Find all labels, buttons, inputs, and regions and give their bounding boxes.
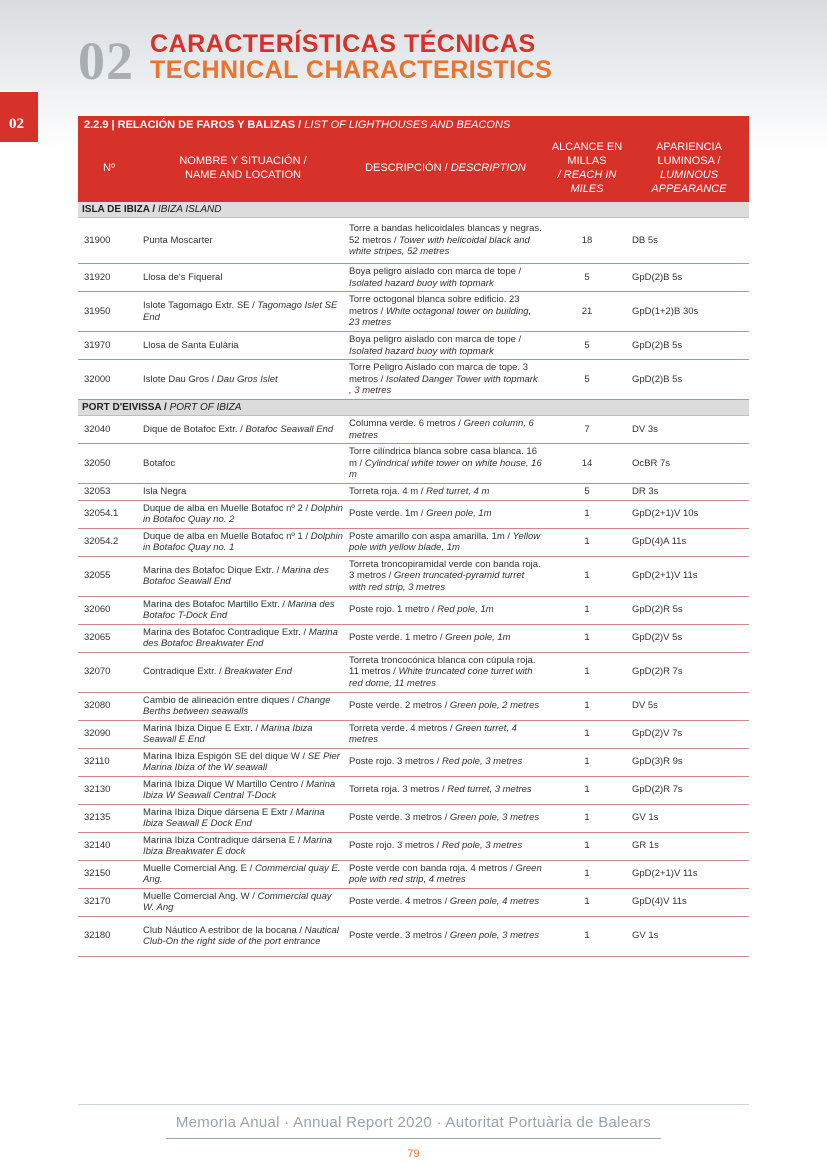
cell-appearance: GpD(2)B 5s [629, 360, 749, 400]
table-row [78, 624, 749, 652]
table-row [78, 888, 749, 916]
cell-description: Poste verde. 1 metro / Green pole, 1m [346, 624, 545, 652]
cell-description: Boya peligro aislado con marca de tope / Isolated hazard buoy with topmark [346, 332, 545, 360]
lighthouse-table [78, 134, 749, 957]
cell-description: Torreta roja. 3 metros / Red turret, 3 metres [346, 776, 545, 804]
cell-description: Torre octogonal blanca sobre edificio. 23 metros / White octagonal tower on building, 23 metres [346, 292, 545, 332]
table-caption [78, 116, 749, 134]
cell-reach: 1 [545, 652, 629, 692]
page-title-es: CARACTERÍSTICAS TÉCNICAS [150, 30, 536, 58]
cell-number: 32055 [78, 556, 140, 596]
cell-number: 32170 [78, 888, 140, 916]
cell-description: Torreta verde. 4 metros / Green turret, 4 metres [346, 720, 545, 748]
cell-appearance: GpD(2)B 5s [629, 264, 749, 292]
header-description: DESCRIPCIÓN / DESCRIPTION [346, 134, 545, 202]
table-row [78, 804, 749, 832]
cell-number: 32080 [78, 692, 140, 720]
cell-description: Poste rojo. 3 metros / Red pole, 3 metres [346, 748, 545, 776]
cell-description: Poste verde. 3 metros / Green pole, 3 metres [346, 916, 545, 956]
cell-number: 31970 [78, 332, 140, 360]
cell-name: Muelle Comercial Ang. W / Commercial quay W. Ang [140, 888, 346, 916]
cell-reach: 1 [545, 748, 629, 776]
cell-name: Club Náutico A estribor de la bocana / Nautical Club-On the right side of the port entrance [140, 916, 346, 956]
cell-name: Muelle Comercial Ang. E / Commercial quay E. Ang. [140, 860, 346, 888]
cell-name: Duque de alba en Muelle Botafoc nº 2 / Dolphin in Botafoc Quay no. 2 [140, 500, 346, 528]
cell-appearance: GV 1s [629, 916, 749, 956]
table-row [78, 360, 749, 400]
table-row [78, 332, 749, 360]
chapter-tab-label: 02 [9, 116, 24, 132]
cell-number: 32000 [78, 360, 140, 400]
cell-description: Torre a bandas helicoidales blancas y negras. 52 metros / Tower with helicoidal black and white stripes, 52 metres [346, 218, 545, 264]
cell-description: Poste amarillo con aspa amarilla. 1m / Yellow pole with yellow blade, 1m [346, 528, 545, 556]
cell-number: 32180 [78, 916, 140, 956]
table-caption-en: LIST OF LIGHTHOUSES AND BEACONS [304, 119, 511, 131]
table-row [78, 832, 749, 860]
table-row [78, 500, 749, 528]
cell-appearance: GpD(2)B 5s [629, 332, 749, 360]
cell-number: 32060 [78, 596, 140, 624]
cell-name: Islote Tagomago Extr. SE / Tagomago Islet SE End [140, 292, 346, 332]
cell-reach: 1 [545, 500, 629, 528]
cell-description: Poste rojo. 1 metro / Red pole, 1m [346, 596, 545, 624]
cell-number: 32135 [78, 804, 140, 832]
cell-reach: 21 [545, 292, 629, 332]
cell-appearance: GpD(2)R 5s [629, 596, 749, 624]
chapter-tab [0, 92, 38, 142]
header-num: Nº [78, 134, 140, 202]
cell-name: Llosa de's Fiqueral [140, 264, 346, 292]
table-row [78, 444, 749, 484]
cell-description: Poste verde. 4 metros / Green pole, 4 metres [346, 888, 545, 916]
table-header-row [78, 134, 749, 202]
cell-description: Boya peligro aislado con marca de tope / Isolated hazard buoy with topmark [346, 264, 545, 292]
table-row [78, 748, 749, 776]
footer-text: Memoria Anual · Annual Report 2020 · Autoritat Portuària de Balears [175, 1114, 652, 1131]
table-row [78, 652, 749, 692]
cell-reach: 1 [545, 804, 629, 832]
table-row [78, 916, 749, 956]
cell-appearance: GV 1s [629, 804, 749, 832]
cell-appearance: GpD(4)A 11s [629, 528, 749, 556]
section-row [78, 400, 749, 416]
table-row [78, 596, 749, 624]
cell-description: Poste verde. 3 metros / Green pole, 3 metres [346, 804, 545, 832]
cell-name: Marina Ibiza Dique E Extr. / Marina Ibiza Seawall E End [140, 720, 346, 748]
cell-name: Isla Negra [140, 484, 346, 501]
table-row [78, 692, 749, 720]
cell-appearance: GpD(2)R 7s [629, 776, 749, 804]
table-row [78, 528, 749, 556]
cell-appearance: GR 1s [629, 832, 749, 860]
cell-number: 32054.1 [78, 500, 140, 528]
table-row [78, 264, 749, 292]
cell-number: 32150 [78, 860, 140, 888]
table-row [78, 416, 749, 444]
cell-number: 31950 [78, 292, 140, 332]
cell-reach: 1 [545, 916, 629, 956]
cell-description: Torreta troncocónica blanca con cúpula roja. 11 metros / White truncated cone turret with red dome, 11 metres [346, 652, 545, 692]
cell-number: 32140 [78, 832, 140, 860]
cell-reach: 18 [545, 218, 629, 264]
cell-reach: 1 [545, 776, 629, 804]
cell-appearance: GpD(2+1)V 11s [629, 556, 749, 596]
section-row [78, 202, 749, 218]
cell-reach: 5 [545, 264, 629, 292]
cell-description: Torre Peligro Aislado con marca de tope. 3 metros / Isolated Danger Tower with topmark , 3 metres [346, 360, 545, 400]
cell-name: Islote Dau Gros / Dau Gros Islet [140, 360, 346, 400]
cell-reach: 1 [545, 720, 629, 748]
cell-reach: 5 [545, 332, 629, 360]
table-body [78, 202, 749, 956]
cell-name: Cambio de alineación entre diques / Change Berths between seawalls [140, 692, 346, 720]
cell-appearance: GpD(2)V 5s [629, 624, 749, 652]
cell-reach: 5 [545, 360, 629, 400]
cell-reach: 1 [545, 528, 629, 556]
cell-appearance: OcBR 7s [629, 444, 749, 484]
section-title: PORT D'EIVISSA / PORT OF IBIZA [78, 400, 749, 416]
cell-appearance: GpD(2)V 7s [629, 720, 749, 748]
cell-number: 32053 [78, 484, 140, 501]
table-row [78, 556, 749, 596]
cell-number: 32110 [78, 748, 140, 776]
table-row [78, 218, 749, 264]
cell-number: 32065 [78, 624, 140, 652]
cell-appearance: GpD(4)V 11s [629, 888, 749, 916]
cell-name: Llosa de Santa Eulària [140, 332, 346, 360]
cell-description: Torreta troncopiramidal verde con banda roja. 3 metros / Green truncated-pyramid turret with red strip, 3 metres [346, 556, 545, 596]
cell-reach: 1 [545, 692, 629, 720]
cell-name: Punta Moscarter [140, 218, 346, 264]
cell-appearance: GpD(3)R 9s [629, 748, 749, 776]
cell-reach: 14 [545, 444, 629, 484]
cell-name: Contradique Extr. / Breakwater End [140, 652, 346, 692]
cell-name: Dique de Botafoc Extr. / Botafoc Seawall End [140, 416, 346, 444]
table-row [78, 776, 749, 804]
cell-appearance: GpD(2)R 7s [629, 652, 749, 692]
cell-number: 32070 [78, 652, 140, 692]
cell-number: 32130 [78, 776, 140, 804]
cell-number: 32050 [78, 444, 140, 484]
cell-name: Marina Ibiza Dique dársena E Extr / Marina Ibiza Seawall E Dock End [140, 804, 346, 832]
cell-description: Torre cilíndrica blanca sobre casa blanca. 16 m / Cylindrical white tower on white house, 16 m [346, 444, 545, 484]
page-title-en: TECHNICAL CHARACTERISTICS [150, 56, 553, 84]
cell-reach: 5 [545, 484, 629, 501]
header-name: NOMBRE Y SITUACIÓN / NAME AND LOCATION [140, 134, 346, 202]
header-appearance: APARIENCIA LUMINOSA / LUMINOUS APPEARANCE [629, 134, 749, 202]
cell-reach: 1 [545, 624, 629, 652]
cell-reach: 1 [545, 556, 629, 596]
cell-description: Torreta roja. 4 m / Red turret, 4 m [346, 484, 545, 501]
footer-underline [166, 1138, 661, 1139]
cell-description: Poste rojo. 3 metros / Red pole, 3 metres [346, 832, 545, 860]
cell-description: Poste verde. 1m / Green pole, 1m [346, 500, 545, 528]
cell-reach: 1 [545, 860, 629, 888]
cell-reach: 1 [545, 596, 629, 624]
cell-number: 31920 [78, 264, 140, 292]
cell-name: Duque de alba en Muelle Botafoc nº 1 / Dolphin in Botafoc Quay no. 1 [140, 528, 346, 556]
cell-name: Marina des Botafoc Contradique Extr. / Marina des Botafoc Breakwater End [140, 624, 346, 652]
table-row [78, 720, 749, 748]
section-number: 02 [78, 31, 134, 91]
cell-name: Marina Ibiza Espigón SE del dique W / SE Pier Marina Ibiza of the W seawall [140, 748, 346, 776]
cell-number: 31900 [78, 218, 140, 264]
cell-appearance: GpD(2+1)V 11s [629, 860, 749, 888]
page-number: 79 [407, 1148, 420, 1160]
cell-number: 32040 [78, 416, 140, 444]
cell-reach: 1 [545, 832, 629, 860]
cell-appearance: GpD(2+1)V 10s [629, 500, 749, 528]
cell-appearance: DB 5s [629, 218, 749, 264]
table-row [78, 860, 749, 888]
cell-name: Botafoc [140, 444, 346, 484]
cell-number: 32090 [78, 720, 140, 748]
cell-name: Marina des Botafoc Martillo Extr. / Marina des Botafoc T-Dock End [140, 596, 346, 624]
section-title: ISLA DE IBIZA / IBIZA ISLAND [78, 202, 749, 218]
cell-name: Marina Ibiza Dique W Martillo Centro / Marina Ibiza W Seawall Central T-Dock [140, 776, 346, 804]
cell-number: 32054.2 [78, 528, 140, 556]
table-row [78, 292, 749, 332]
table-caption-main: 2.2.9 | RELACIÓN DE FAROS Y BALIZAS / [84, 119, 305, 131]
cell-reach: 7 [545, 416, 629, 444]
cell-appearance: DR 3s [629, 484, 749, 501]
lighthouse-table-container [78, 116, 749, 957]
cell-reach: 1 [545, 888, 629, 916]
header-reach: ALCANCE EN MILLAS / REACH IN MILES [545, 134, 629, 202]
cell-name: Marina des Botafoc Dique Extr. / Marina des Botafoc Seawall End [140, 556, 346, 596]
table-row [78, 484, 749, 501]
cell-name: Marina Ibiza Contradique dársena E / Marina Ibiza Breakwater E dock [140, 832, 346, 860]
footer-divider [78, 1104, 749, 1105]
cell-description: Columna verde. 6 metros / Green column, 6 metres [346, 416, 545, 444]
cell-appearance: DV 5s [629, 692, 749, 720]
cell-description: Poste verde. 2 metros / Green pole, 2 metres [346, 692, 545, 720]
cell-description: Poste verde con banda roja. 4 metros / Green pole with red strip, 4 metres [346, 860, 545, 888]
cell-appearance: DV 3s [629, 416, 749, 444]
cell-appearance: GpD(1+2)B 30s [629, 292, 749, 332]
